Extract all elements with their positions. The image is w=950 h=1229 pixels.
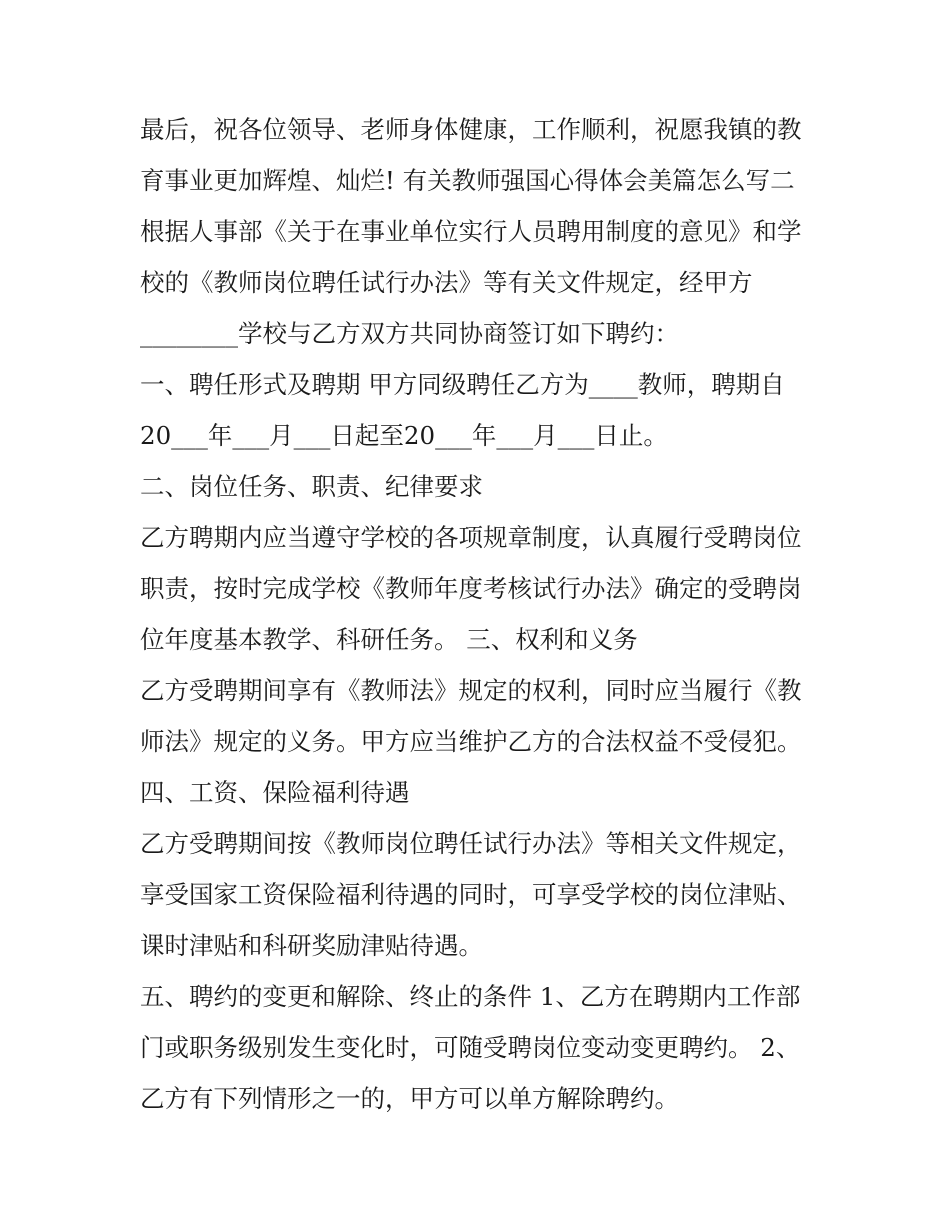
text-line: 位年度基本教学、科研任务。 三、权利和义务	[140, 625, 638, 654]
text-line: 乙方聘期内应当遵守学校的各项规章制度，认真履行受聘岗位	[140, 523, 802, 552]
text-line: 最后，祝各位领导、老师身体健康，工作顺利，祝愿我镇的教	[140, 115, 802, 144]
text-line: 育事业更加辉煌、灿烂! 有关教师强国心得体会美篇怎么写二	[140, 166, 795, 195]
text-line: 乙方有下列情形之一的，甲方可以单方解除聘约。	[140, 1084, 679, 1113]
text-line: 一、聘任形式及聘期 甲方同级聘任乙方为____教师，聘期自	[140, 370, 785, 399]
text-line: 五、聘约的变更和解除、终止的条件 1、乙方在聘期内工作部	[140, 982, 801, 1011]
text-line: 乙方受聘期间享有《教师法》规定的权利，同时应当履行《教	[140, 676, 802, 705]
text-line: 课时津贴和科研奖励津贴待遇。	[140, 931, 483, 960]
text-line: ________学校与乙方双方共同协商签订如下聘约：	[140, 319, 679, 348]
text-line: 享受国家工资保险福利待遇的同时，可享受学校的岗位津贴、	[140, 880, 802, 909]
text-line: 20___年___月___日起至20___年___月___日止。	[140, 421, 668, 450]
text-line: 校的《教师岗位聘任试行办法》等有关文件规定，经甲方	[140, 268, 753, 297]
text-line: 根据人事部《关于在事业单位实行人员聘用制度的意见》和学	[140, 217, 802, 246]
text-line: 师法》规定的义务。甲方应当维护乙方的合法权益不受侵犯。	[140, 727, 802, 756]
text-line: 职责，按时完成学校《教师年度考核试行办法》确定的受聘岗	[140, 574, 802, 603]
text-line: 二、岗位任务、职责、纪律要求	[140, 472, 483, 501]
text-line: 门或职务级别发生变化时，可随受聘岗位变动变更聘约。 2、	[140, 1033, 801, 1062]
text-line: 乙方受聘期间按《教师岗位聘任试行办法》等相关文件规定，	[140, 829, 802, 858]
text-line: 四、工资、保险福利待遇	[140, 778, 410, 807]
